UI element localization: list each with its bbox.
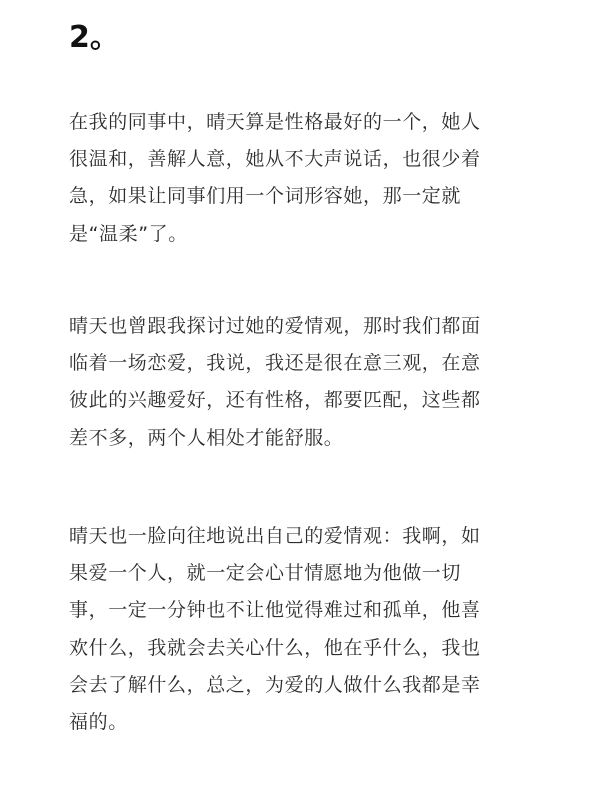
paragraph-line: 晴天也曾跟我探讨过她的爱情观，那时我们都面 (69, 315, 481, 337)
paragraph-line: 彼此的兴趣爱好，还有性格，都要匹配，这些都 (69, 389, 481, 412)
paragraph-line: 差不多，两个人相处才能舒服。 (69, 426, 344, 449)
paragraph-line: 福的。 (69, 710, 128, 733)
paragraph-her-view (69, 518, 539, 741)
paragraph-my-view (69, 308, 539, 457)
paragraph-line: 急，如果让同事们用一个词形容她，那一定就 (69, 185, 462, 208)
paragraph-line: 晴天也一脸向往地说出自己的爱情观：我啊，如 (69, 525, 481, 547)
paragraph-colleague-intro (69, 104, 539, 253)
paragraph-line: 欢什么，我就会去关心什么，他在乎什么，我也 (69, 636, 481, 659)
paragraph-line: 果爱一个人，就一定会心甘情愿地为他做一切 (69, 562, 462, 585)
paragraph-line: 会去了解什么，总之，为爱的人做什么我都是幸 (69, 673, 481, 696)
paragraph-line: 是“温柔”了。 (69, 222, 188, 245)
paragraph-line: 事，一定一分钟也不让他觉得难过和孤单，他喜 (69, 599, 481, 622)
section-heading: 2。 (69, 20, 120, 55)
paragraph-line: 临着一场恋爱，我说，我还是很在意三观，在意 (69, 352, 481, 375)
paragraph-line: 很温和，善解人意，她从不大声说话，也很少着 (69, 148, 481, 171)
paragraph-line: 在我的同事中，晴天算是性格最好的一个，她人 (69, 111, 481, 133)
